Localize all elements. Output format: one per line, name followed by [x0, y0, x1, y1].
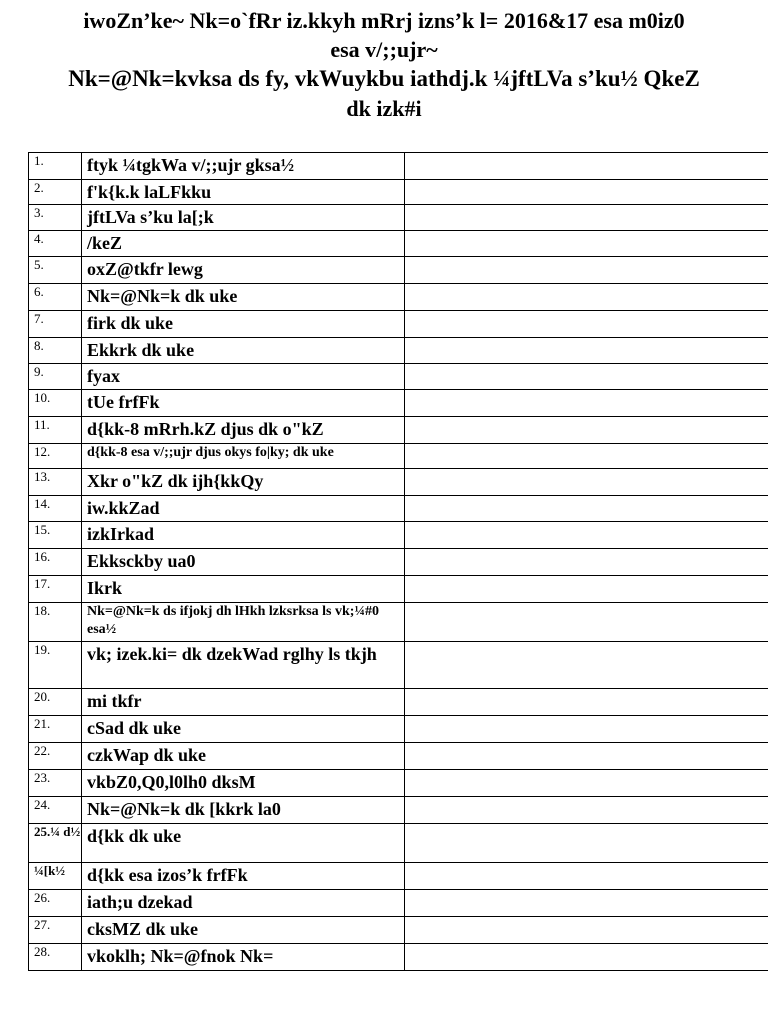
field-label: Nk=@Nk=k ds ifjokj dh lHkh lzksrksa ls vk;¼#0 esa½ — [82, 603, 405, 642]
field-value-cell[interactable] — [405, 231, 768, 257]
field-label: vk; izek.ki= dk dzekWad rglhy ls tkjh — [82, 642, 405, 689]
row-number: 13. — [29, 469, 82, 496]
field-value-cell[interactable] — [405, 496, 768, 522]
table-row — [29, 824, 768, 863]
title-line-3: Nk=@Nk=kvksa ds fy, vkWuykbu iathdj.k ¼jftLVa s’ku½ QkeZ — [68, 66, 700, 91]
field-value-cell[interactable] — [405, 522, 768, 549]
table-row — [29, 549, 768, 576]
field-value-cell[interactable] — [405, 284, 768, 311]
field-value-cell[interactable] — [405, 917, 768, 944]
table-row — [29, 890, 768, 917]
table-row — [29, 576, 768, 603]
field-label: d{kk-8 mRrh.kZ djus dk o"kZ — [82, 417, 405, 444]
field-value-cell[interactable] — [405, 642, 768, 689]
field-value-cell[interactable] — [405, 338, 768, 364]
row-number: 20. — [29, 689, 82, 716]
table-row — [29, 444, 768, 469]
field-value-cell[interactable] — [405, 205, 768, 231]
field-value-cell[interactable] — [405, 311, 768, 338]
table-row — [29, 797, 768, 824]
table-row — [29, 284, 768, 311]
field-value-cell[interactable] — [405, 364, 768, 390]
table-row — [29, 469, 768, 496]
field-label: d{kk dk uke — [82, 824, 405, 863]
field-label: d{kk-8 esa v/;;ujr djus okys fo|ky; dk uke — [82, 444, 405, 469]
table-row — [29, 390, 768, 417]
table-row — [29, 257, 768, 284]
field-label: tUe frfFk — [82, 390, 405, 417]
field-value-cell[interactable] — [405, 603, 768, 642]
table-row — [29, 205, 768, 231]
field-label: firk dk uke — [82, 311, 405, 338]
field-label: d{kk esa izos’k frfFk — [82, 863, 405, 890]
row-number: 23. — [29, 770, 82, 797]
field-value-cell[interactable] — [405, 180, 768, 205]
row-number: 8. — [29, 338, 82, 364]
field-value-cell[interactable] — [405, 797, 768, 824]
field-label: /keZ — [82, 231, 405, 257]
field-label: czkWap dk uke — [82, 743, 405, 770]
row-number: 17. — [29, 576, 82, 603]
field-value-cell[interactable] — [405, 890, 768, 917]
table-row — [29, 338, 768, 364]
field-label: iath;u dzekad — [82, 890, 405, 917]
table-row — [29, 944, 768, 971]
field-label: izkIrkad — [82, 522, 405, 549]
field-label: Ekkrk dk uke — [82, 338, 405, 364]
table-row — [29, 716, 768, 743]
field-value-cell[interactable] — [405, 944, 768, 971]
table-row — [29, 603, 768, 642]
row-number: 19. — [29, 642, 82, 689]
row-number: 10. — [29, 390, 82, 417]
row-number: 21. — [29, 716, 82, 743]
field-label: iw.kkZad — [82, 496, 405, 522]
row-number: ¼[k½ — [29, 863, 82, 890]
field-label: vkoklh; Nk=@fnok Nk= — [82, 944, 405, 971]
table-row — [29, 364, 768, 390]
row-number: 26. — [29, 890, 82, 917]
row-number: 9. — [29, 364, 82, 390]
field-label: vkbZ0,Q0,l0lh0 dksM — [82, 770, 405, 797]
table-row — [29, 231, 768, 257]
row-number: 3. — [29, 205, 82, 231]
field-value-cell[interactable] — [405, 770, 768, 797]
row-number: 11. — [29, 417, 82, 444]
page-title — [0, 6, 768, 124]
field-label: ftyk ¼tgkWa v/;;ujr gksa½ — [82, 153, 405, 180]
row-number: 24. — [29, 797, 82, 824]
field-value-cell[interactable] — [405, 689, 768, 716]
field-value-cell[interactable] — [405, 824, 768, 863]
field-value-cell[interactable] — [405, 444, 768, 469]
table-row — [29, 180, 768, 205]
field-value-cell[interactable] — [405, 863, 768, 890]
field-label: jftLVa s’ku la[;k — [82, 205, 405, 231]
field-label: mi tkfr — [82, 689, 405, 716]
field-value-cell[interactable] — [405, 716, 768, 743]
row-number: 16. — [29, 549, 82, 576]
title-line-4: dk izk#i — [346, 96, 422, 121]
row-number: 15. — [29, 522, 82, 549]
row-number: 14. — [29, 496, 82, 522]
field-label: cksMZ dk uke — [82, 917, 405, 944]
field-label: Ekksckby ua0 — [82, 549, 405, 576]
table-row — [29, 417, 768, 444]
row-number: 7. — [29, 311, 82, 338]
title-line-1: iwoZn’ke~ Nk=o`fRr iz.kkyh mRrj izns’k l= 2016&17 esa m0iz0 — [83, 8, 685, 33]
row-number: 2. — [29, 180, 82, 205]
table-row — [29, 311, 768, 338]
row-number: 28. — [29, 944, 82, 971]
row-number: 18. — [29, 603, 82, 642]
table-row — [29, 496, 768, 522]
field-label: Nk=@Nk=k dk [kkrk la0 — [82, 797, 405, 824]
table-row — [29, 522, 768, 549]
field-label: cSad dk uke — [82, 716, 405, 743]
table-row — [29, 863, 768, 890]
field-label: Xkr o"kZ dk ijh{kkQy — [82, 469, 405, 496]
field-value-cell[interactable] — [405, 153, 768, 180]
table-row — [29, 642, 768, 689]
table-row — [29, 917, 768, 944]
table-row — [29, 153, 768, 180]
field-value-cell[interactable] — [405, 743, 768, 770]
registration-form-table — [28, 152, 768, 971]
field-value-cell[interactable] — [405, 417, 768, 444]
field-value-cell[interactable] — [405, 257, 768, 284]
field-label: Nk=@Nk=k dk uke — [82, 284, 405, 311]
row-number: 6. — [29, 284, 82, 311]
row-number: 22. — [29, 743, 82, 770]
title-line-2: esa v/;;ujr~ — [330, 37, 438, 62]
field-value-cell[interactable] — [405, 576, 768, 603]
row-number: 5. — [29, 257, 82, 284]
table-row — [29, 743, 768, 770]
table-row — [29, 770, 768, 797]
row-number: 25.¼ d½ — [29, 824, 82, 863]
field-label: f'k{k.k laLFkku — [82, 180, 405, 205]
field-value-cell[interactable] — [405, 549, 768, 576]
field-label: fyax — [82, 364, 405, 390]
field-value-cell[interactable] — [405, 390, 768, 417]
table-row — [29, 689, 768, 716]
row-number: 1. — [29, 153, 82, 180]
row-number: 27. — [29, 917, 82, 944]
row-number: 4. — [29, 231, 82, 257]
field-label: Ikrk — [82, 576, 405, 603]
field-label: oxZ@tkfr lewg — [82, 257, 405, 284]
row-number: 12. — [29, 444, 82, 469]
field-value-cell[interactable] — [405, 469, 768, 496]
